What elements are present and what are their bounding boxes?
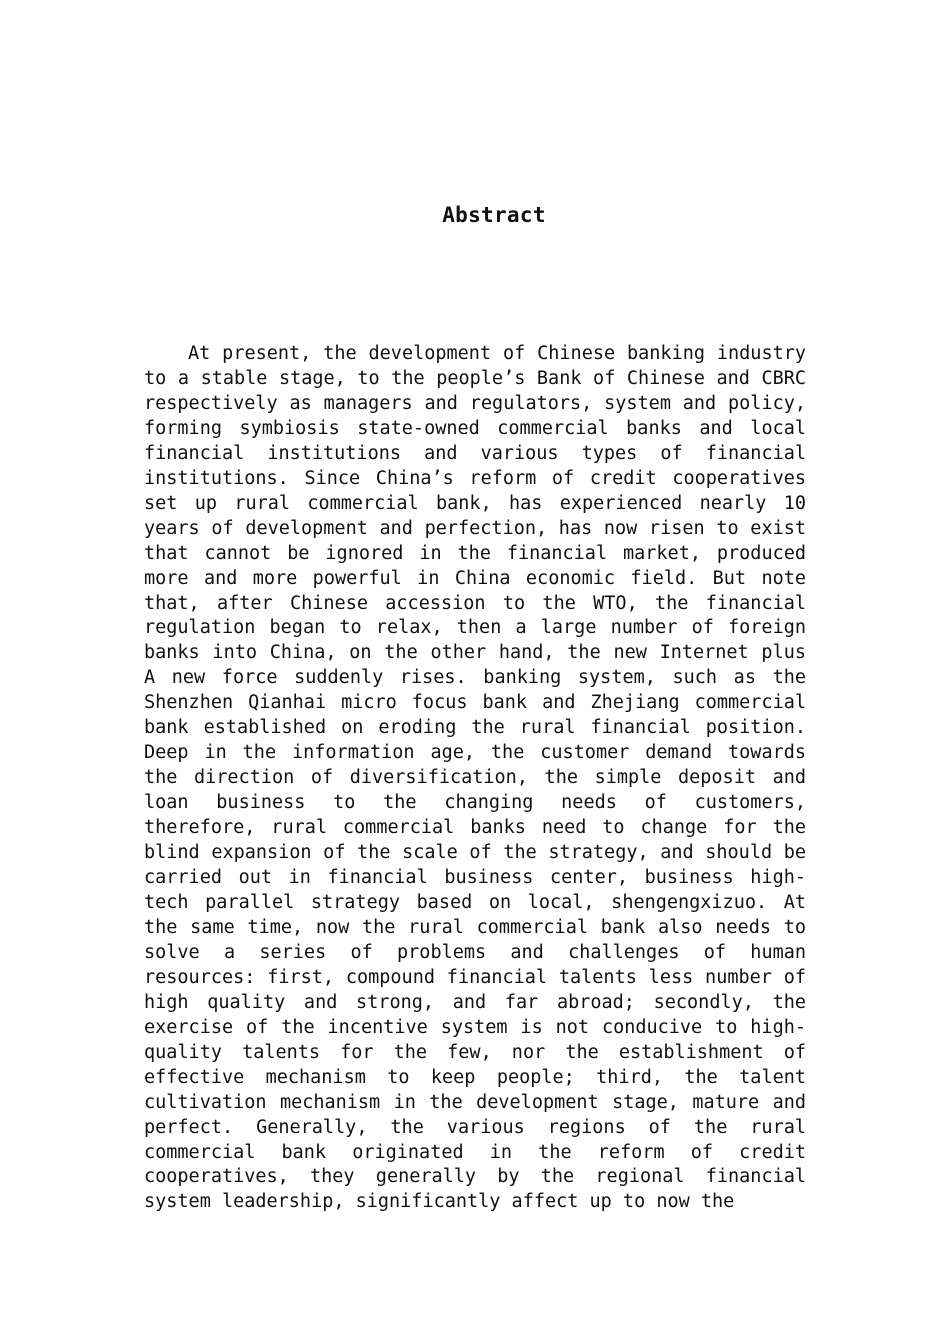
abstract-body-text: At present, the development of Chinese banking industry to a stable stage, to the people’s Bank of Chinese and CBRC respectively as managers and regulators, system and policy, forming symbiosis state-owned commercial banks and local financial institutions and various types of financial institutions. Since China’s reform of credit cooperatives set up rural commercial bank, has experienced nearly 10 years of development and perfection, has now risen to exist that cannot be ignored in the financial market, produced more and more powerful in China economic field. But note that, after Chinese accession to the WTO, the financial regulation began to relax, then a large number of foreign banks into China, on the other hand, the new Internet plus A new force suddenly rises. banking system, such as the Shenzhen Qianhai micro focus bank and Zhejiang commercial bank established on eroding the rural financial position. Deep in the information age, the customer demand towards the direction of diversification, the simple deposit and loan business to the changing needs of customers, therefore, rural commercial banks need to change for the blind expansion of the scale of the strategy, and should be carried out in financial business center, business high-tech parallel strategy based on local, shengengxizuo. At the same time, now the rural commercial bank also needs to solve a series of problems and challenges of human resources: first, compound financial talents less number of high quality and strong, and far abroad; secondly, the exercise of the incentive system is not conducive to high-quality talents for the few, nor the establishment of effective mechanism to keep people; third, the talent cultivation mechanism in the development stage, mature and perfect. Generally, the various regions of the rural commercial bank originated in the reform of credit cooperatives, they generally by the regional financial system leadership, significantly affect up to now the (144, 343, 806, 1213)
abstract-title: Abstract (442, 203, 546, 227)
